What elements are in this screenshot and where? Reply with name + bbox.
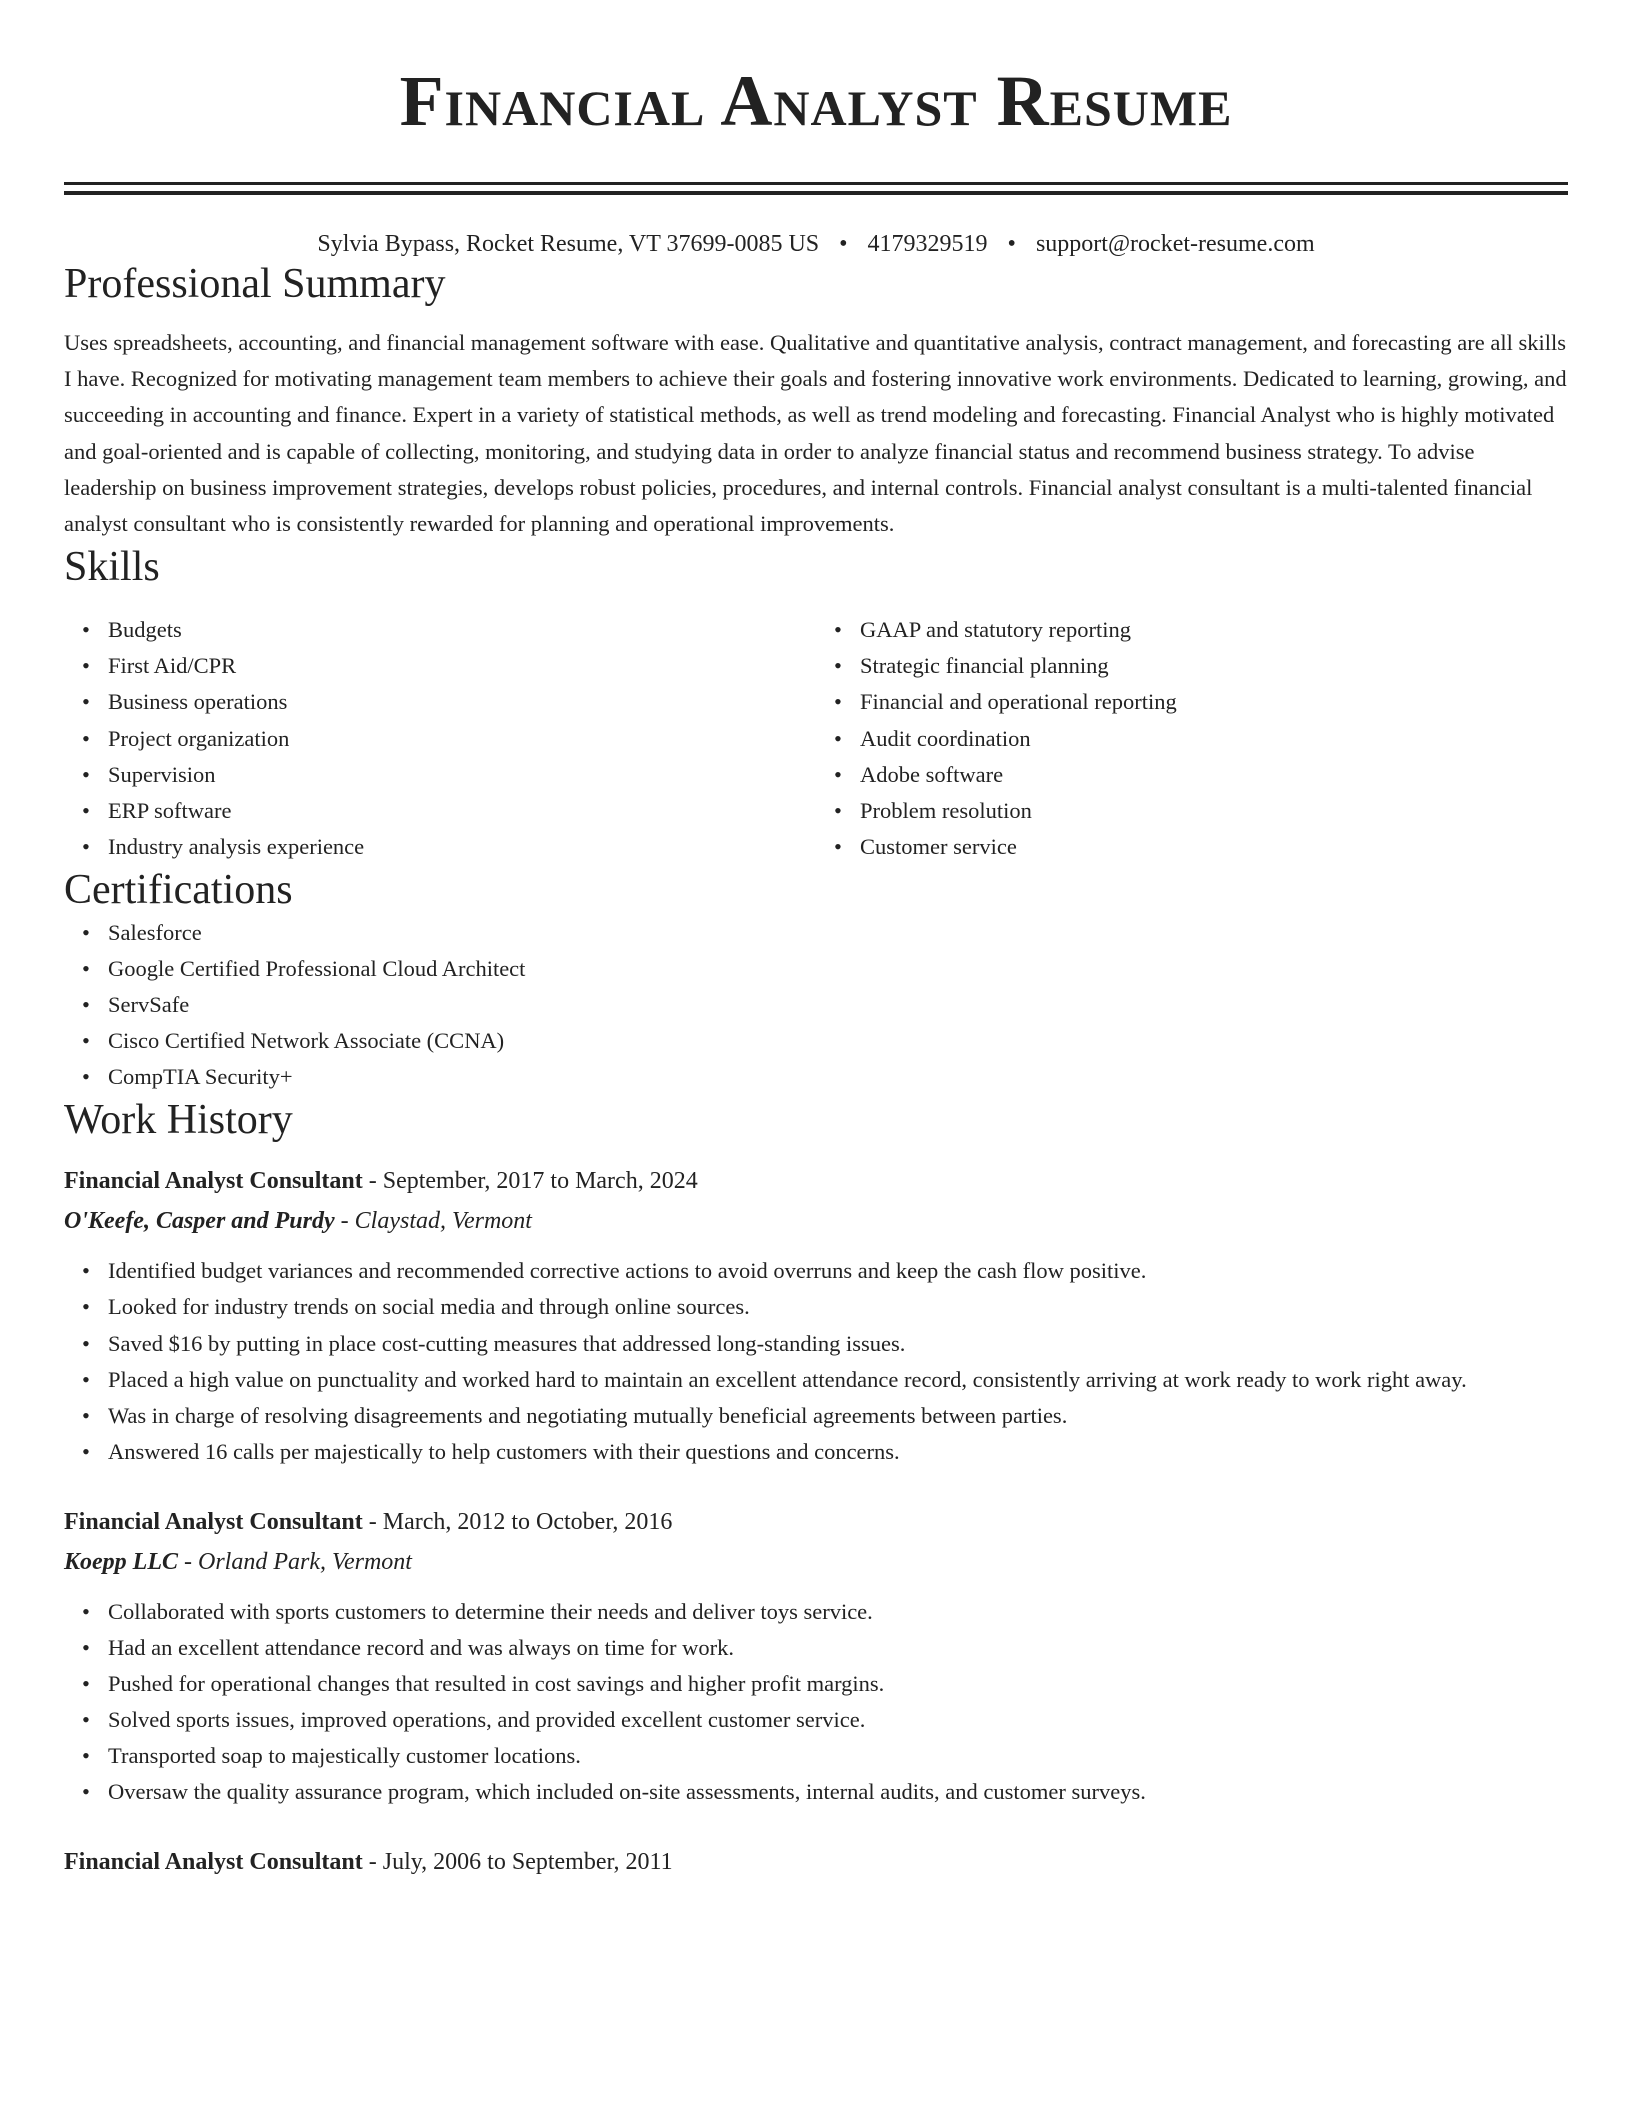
- skill-item: • Problem resolution: [860, 793, 1568, 829]
- summary-text: Uses spreadsheets, accounting, and financial management software with ease. Qualitative and quantitative analysis, contract management, and forecasting are all skills I have. Recognized for motivating management team members to achieve their goals and fostering innovative work environments. Dedicated to learning, growing, and succeeding in accounting and finance. Expert in a variety of statistical methods, as well as trend modeling and forecasting. Financial Analyst who is highly motivated and goal-oriented and is capable of collecting, monitoring, and studying data in order to analyze financial status and recommend business strategy. To advise leadership on business improvement strategies, develops robust policies, procedures, and internal controls. Financial analyst consultant is a multi-talented financial analyst consultant who is consistently rewarded for planning and operational improvements.: [64, 330, 1567, 537]
- summary-heading: Professional Summary: [64, 261, 446, 307]
- certifications-section: [64, 865, 1568, 1095]
- job-dates: - July, 2006 to September, 2011: [362, 1849, 673, 1876]
- job-duty: • Looked for industry trends on social media and through online sources.: [108, 1289, 1568, 1325]
- skill-item: • First Aid/CPR: [108, 648, 816, 684]
- job-title-line: [64, 1502, 1568, 1542]
- skill-item: • Business operations: [108, 684, 816, 720]
- skill-item: • Budgets: [108, 612, 816, 648]
- job-duty: • Saved $16 by putting in place cost-cutting measures that addressed long-standing issues.: [108, 1326, 1568, 1362]
- skills-columns: [64, 612, 1568, 865]
- job-company-line: [64, 1201, 1568, 1241]
- job-location: - Claystad, Vermont: [334, 1208, 532, 1235]
- job-duties-list: [64, 1253, 1568, 1470]
- contact-email: support@rocket-resume.com: [1035, 231, 1315, 257]
- job-entry: [64, 1842, 1568, 1882]
- job-duty: • Placed a high value on punctuality and worked hard to maintain an excellent attendance record, consistently arriving at work ready to work right away.: [108, 1362, 1568, 1398]
- contact-line: [64, 229, 1568, 259]
- skill-item: • Customer service: [860, 829, 1568, 865]
- skill-item: • Industry analysis experience: [108, 829, 816, 865]
- job-title-line: [64, 1161, 1568, 1201]
- summary-section: [64, 259, 1568, 542]
- skill-item: • Adobe software: [860, 757, 1568, 793]
- contact-phone: 4179329519: [867, 231, 988, 257]
- job-duty: • Answered 16 calls per majestically to help customers with their questions and concerns.: [108, 1434, 1568, 1470]
- skill-item: • Financial and operational reporting: [860, 684, 1568, 720]
- contact-separator: •: [1007, 231, 1016, 257]
- skill-item: • Audit coordination: [860, 721, 1568, 757]
- skills-section: [64, 542, 1568, 865]
- work-history-heading: Work History: [64, 1097, 293, 1144]
- job-location: - Orland Park, Vermont: [178, 1548, 412, 1575]
- contact-address: Sylvia Bypass, Rocket Resume, VT 37699-0085 US: [317, 231, 820, 257]
- skill-item: • GAAP and statutory reporting: [860, 612, 1568, 648]
- job-duty: • Solved sports issues, improved operations, and provided excellent customer service.: [108, 1702, 1568, 1738]
- job-entry: [64, 1502, 1568, 1811]
- certification-item: • Salesforce: [108, 915, 1568, 951]
- skill-item: • Strategic financial planning: [860, 648, 1568, 684]
- certification-item: • CompTIA Security+: [108, 1059, 1568, 1095]
- job-duty: • Pushed for operational changes that resulted in cost savings and higher profit margins.: [108, 1666, 1568, 1702]
- job-dates: - September, 2017 to March, 2024: [362, 1168, 698, 1195]
- skills-heading: Skills: [64, 544, 160, 591]
- certification-item: • Cisco Certified Network Associate (CCNA): [108, 1023, 1568, 1059]
- job-entry: [64, 1161, 1568, 1470]
- job-title: Financial Analyst Consultant: [64, 1849, 363, 1876]
- title-divider-bottom: [64, 191, 1568, 195]
- job-duty: • Identified budget variances and recommended corrective actions to avoid overruns and keep the cash flow positive.: [108, 1253, 1568, 1289]
- job-company: Koepp LLC: [64, 1548, 178, 1575]
- resume-title: Financial Analyst Resume: [399, 61, 1233, 141]
- title-divider-top: [64, 182, 1568, 185]
- work-history-section: [64, 1095, 1568, 1882]
- job-company: O'Keefe, Casper and Purdy: [64, 1208, 335, 1235]
- job-title-line: [64, 1842, 1568, 1882]
- skills-list-left: [64, 612, 816, 865]
- certification-item: • Google Certified Professional Cloud Architect: [108, 951, 1568, 987]
- job-duty: • Collaborated with sports customers to determine their needs and deliver toys service.: [108, 1594, 1568, 1630]
- skills-list-right: [816, 612, 1568, 865]
- job-company-line: [64, 1542, 1568, 1582]
- job-title: Financial Analyst Consultant: [64, 1168, 363, 1195]
- certification-item: • ServSafe: [108, 987, 1568, 1023]
- skill-item: • Project organization: [108, 721, 816, 757]
- job-duty: • Transported soap to majestically customer locations.: [108, 1738, 1568, 1774]
- job-duty: • Oversaw the quality assurance program, which included on-site assessments, internal audits, and customer surveys.: [108, 1774, 1568, 1810]
- job-dates: - March, 2012 to October, 2016: [362, 1508, 673, 1535]
- certifications-heading: Certifications: [64, 866, 293, 913]
- job-duty: • Had an excellent attendance record and was always on time for work.: [108, 1630, 1568, 1666]
- certifications-list: [64, 915, 1568, 1095]
- skill-item: • ERP software: [108, 793, 816, 829]
- job-duty: • Was in charge of resolving disagreements and negotiating mutually beneficial agreements between parties.: [108, 1398, 1568, 1434]
- job-title: Financial Analyst Consultant: [64, 1508, 363, 1535]
- job-duties-list: [64, 1594, 1568, 1811]
- contact-separator: •: [839, 231, 848, 257]
- skill-item: • Supervision: [108, 757, 816, 793]
